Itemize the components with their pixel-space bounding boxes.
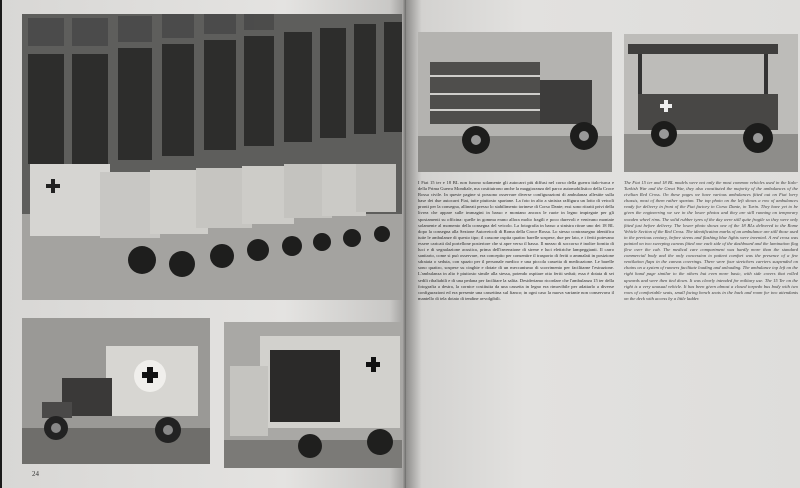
- left-page: [2, 0, 406, 488]
- italian-text-column: I Fiat 15 ter e 18 BL non furono solamente gli autocarri più diffusi nel corso della guerra italo-turca e della Prima Guerra Mondiale, ma costituirono anche la maggioranza del parco automobilistico della Croce Rossa civile. In queste pagine si possono osservare diverse configurazioni di ambulanza allestite sulla base dei due autocarri Fiat, tutte piuttosto spartane. La foto in alto a sinistra raffigura un lotto di veicoli pronti per la consegna, allineati presso lo stabilimento torinese di Corso Dante; essi sono ritratti privi della livrea che appare sulle immagini in basso e montano ancora le ruote in legno impiegate per gli spostamenti su officina: quelle in gomma erano allora molto fragili e poco durevoli e venivano montate solamente al momento della consegna del veicolo. La fotografia in basso a sinistra ritrae uno dei 18 BL dopo la consegna alla Sezione Autoveicoli di Roma della Croce Rossa. Lo stesso contrassegno identifica tutte le ambulanze di questo tipo; il cassone ospita quattro barelle sospese, due per lato, e i feriti potevano essere caricati dal portellone posteriore che si apre verso il basso. Il mezzo di soccorso è inoltre fornito di luci e di segnalazione acustica, prima dell'invenzione di sirene e luci elettriche lampeggianti. Il carro sanitario, come si può osservare, era concepito per consentire il trasporto di feriti o ammalati in posizione sdraiata o seduta, con spazio per il personale medico e una piccola cassetta di medicazione. Le barelle sono quattro, sospese su cinghie e dotate di un meccanismo di scorrimento per facilitarne l'estrazione. L'ambulanza in alto è piuttosto simile alla stessa, potendo ospitare otto feriti seduti; essa è dotata di sei sedili ribaltabili e di una pedana per facilitare la salita. Desideriamo ricordare che l'ambulanza 15 ter della fotografia a destra, la cornice costituita da una cassetta in legno era rimovibile per adattarlo a diverse configurazioni ed era presente una cassettina sul fianco; in ogni caso la nuova variante non conservava il mantello di tela dotato di tendine avvolgibili.: [418, 180, 614, 301]
- page-number: 24: [32, 470, 39, 478]
- right-page: [406, 0, 800, 488]
- english-text-column: The Fiat 15 ter and 18 BL models were not only the most common vehicles used in the Italo-Turkish War and the Great War, they also constituted the majority of the ambulances of the civilian Red Cross. On these pages we have various ambulances fitted out on Fiat lorry chassis, most of them rather spartan. The top photo on the left shows a row of ambulances ready for delivery in front of the Fiat factory in Corso Dante, in Turin. They have yet to be given the engineering we see in the lower photos and they are still running on temporary wooden wheel rims. The solid rubber tyres of the day were still quite fragile so they were only fitted just before delivery. The lower photo shows one of the 18 BLs delivered to the Rome Vehicle Section of the Red Cross. The identification marks of an ambulance are still those used in the previous century, before sirens and flashing blue lights were invented. A red cross was painted on two sweeping canvas fitted one each side of the dashboard and the lamination flag flew over the cab. The medical care compartment was hardly more than the standard commercial body and the only concession to patient comfort was the presence of a few ventilation flaps in the canvas coverings. There were four stretchers carriers suspended on chains on a system of runners facilitate loading and unloading. The ambulance top left on the right hand page similar to the others but even more basic, with side covers that rolled upwards and were then tied down. It was clearly intended for military use. The 15 Ter on the right is a very unusual vehicle. It has been given almost a closed torpedo bus body with two rows of comfortable seats, small facing bench seats in the back and room for two attendants on the deck with access by a little ladder.: [624, 180, 798, 301]
- photo-ambulance-rear: [224, 322, 408, 468]
- photo-touring-ambulance: [624, 34, 798, 172]
- photo-garage-ambulances: [22, 14, 404, 300]
- photo-ambulance-side: [22, 318, 210, 464]
- photo-truck-side: [418, 32, 612, 172]
